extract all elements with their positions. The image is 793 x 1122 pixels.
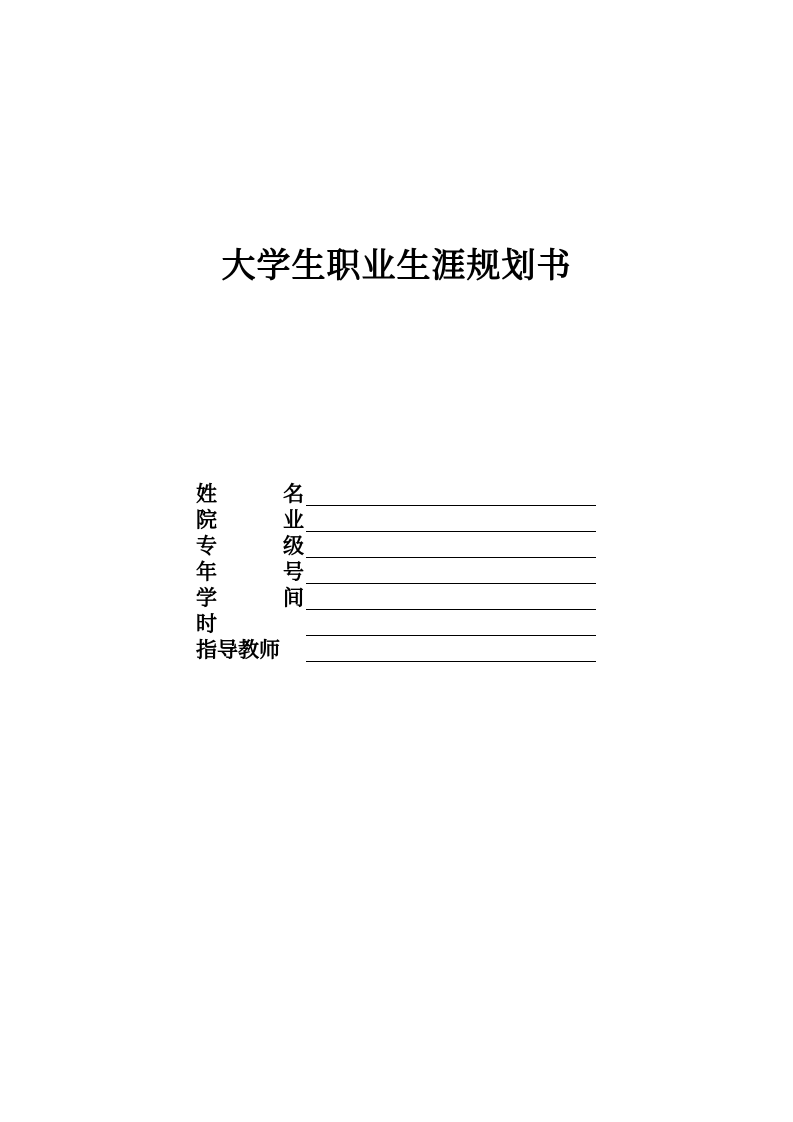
field-label-college-right: 业 — [283, 508, 304, 532]
field-label-grade — [196, 560, 304, 584]
field-input-student-id[interactable] — [306, 587, 596, 610]
field-label-grade-right: 号 — [283, 560, 304, 584]
field-label-advisor: 指导教师 — [196, 638, 280, 662]
field-label-time — [196, 612, 304, 636]
field-input-name[interactable] — [306, 483, 596, 506]
page-title: 大学生职业生涯规划书 — [221, 246, 572, 286]
field-input-time[interactable] — [306, 613, 596, 636]
field-value-name — [306, 484, 310, 502]
cover-fields — [196, 480, 596, 662]
field-input-major[interactable] — [306, 535, 596, 558]
field-label-major — [196, 534, 304, 558]
field-label-student-id — [196, 586, 304, 610]
field-label-college-left: 院 — [196, 508, 217, 532]
field-input-grade[interactable] — [306, 561, 596, 584]
field-value-student-id — [306, 588, 310, 606]
field-input-advisor[interactable] — [306, 639, 596, 662]
field-label-grade-left: 年 — [196, 560, 217, 584]
field-row — [196, 532, 596, 558]
field-label-name-right: 名 — [283, 482, 304, 506]
field-value-time — [306, 614, 310, 632]
field-row — [196, 506, 596, 532]
field-row — [196, 558, 596, 584]
field-label-student-id-right: 间 — [283, 586, 304, 610]
field-label-time-left: 时 — [196, 612, 217, 636]
field-row — [196, 610, 596, 636]
field-value-major — [306, 536, 310, 554]
field-value-grade — [306, 562, 310, 580]
field-label-name-left: 姓 — [196, 482, 217, 506]
field-label-major-right: 级 — [283, 534, 304, 558]
field-value-advisor — [306, 640, 310, 658]
field-row — [196, 584, 596, 610]
field-label-name — [196, 482, 304, 506]
field-label-college — [196, 508, 304, 532]
field-row — [196, 480, 596, 506]
field-label-student-id-left: 学 — [196, 586, 217, 610]
field-label-major-left: 专 — [196, 534, 217, 558]
field-input-college[interactable] — [306, 509, 596, 532]
field-value-college — [306, 510, 310, 528]
field-row — [196, 636, 596, 662]
